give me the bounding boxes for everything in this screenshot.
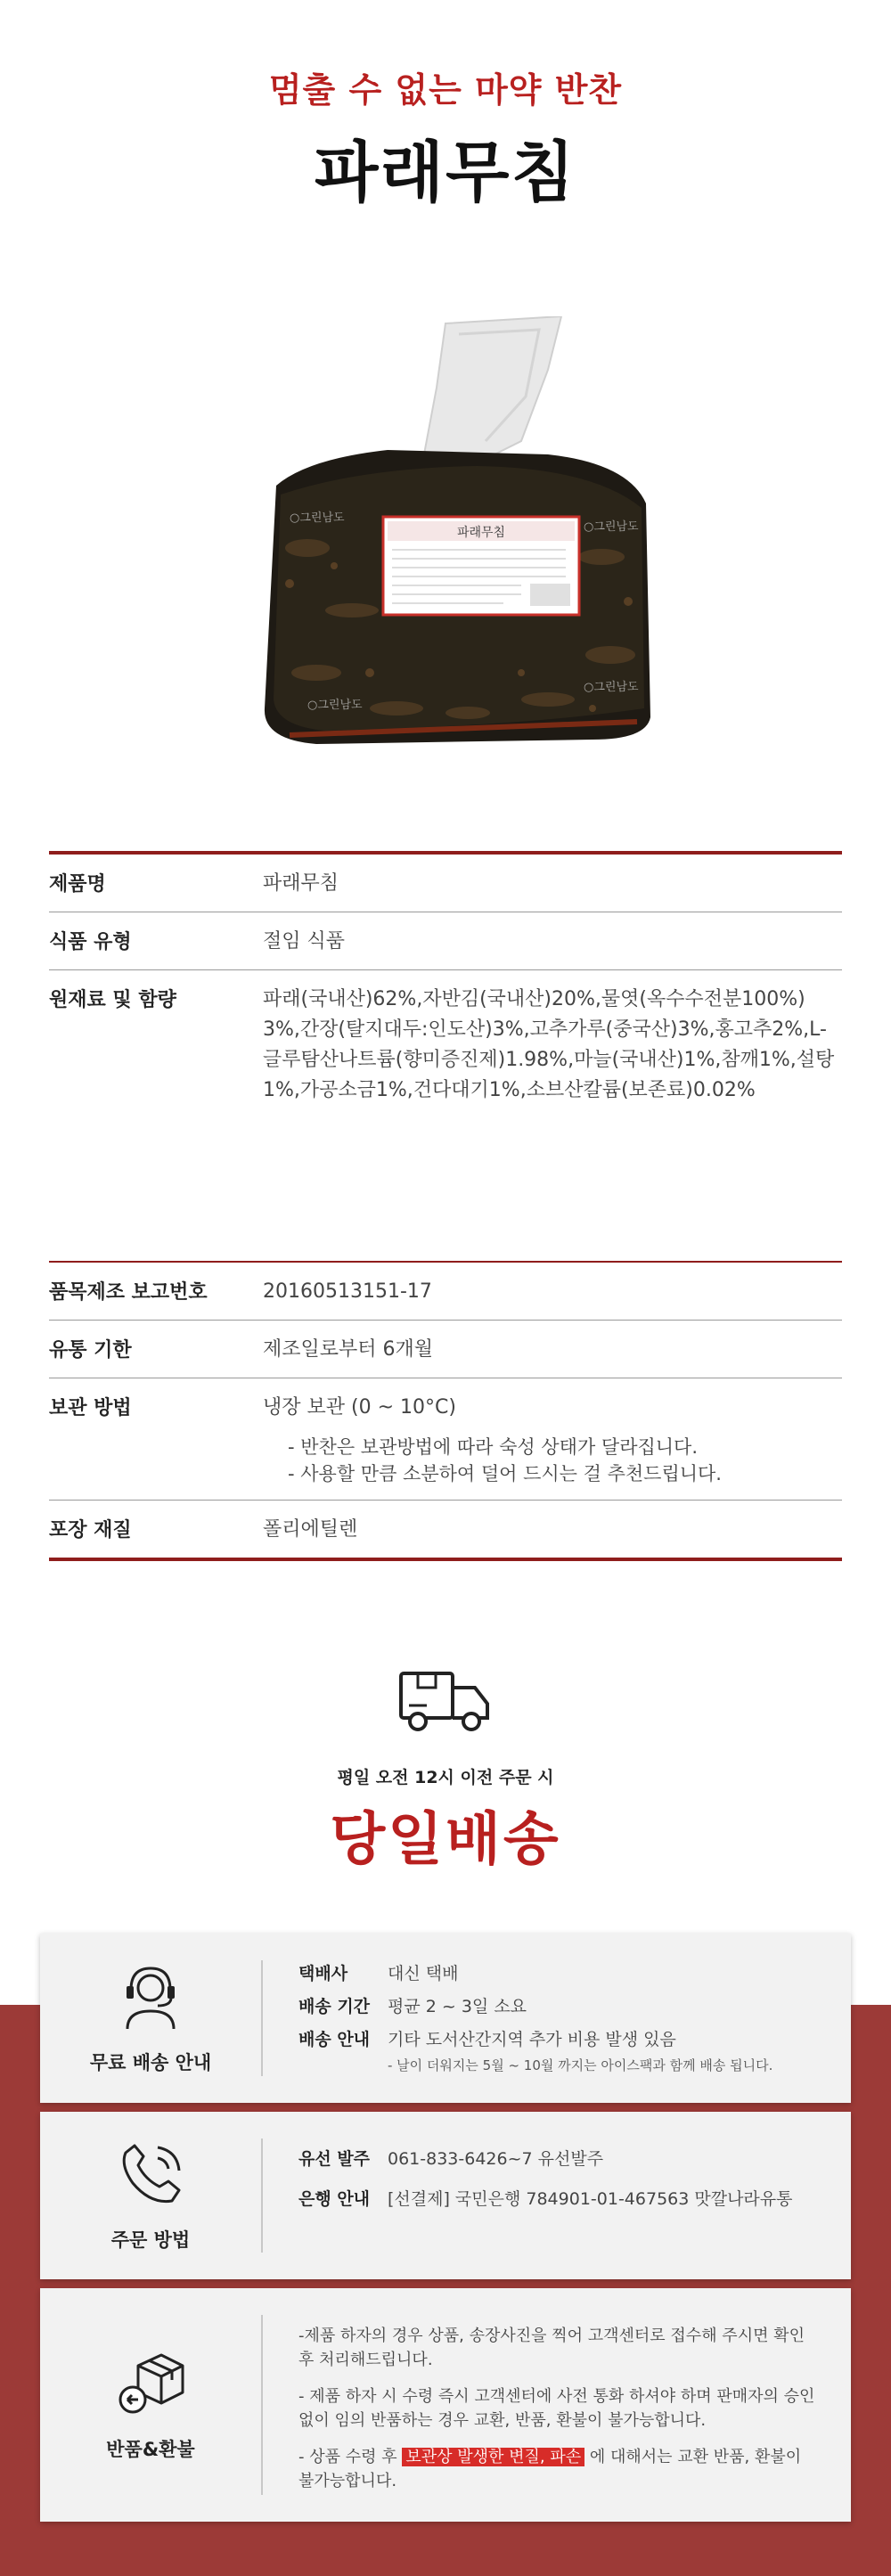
headset-icon — [115, 1961, 186, 2032]
card-key: 유선 발주 — [298, 2149, 371, 2169]
card-left — [40, 1960, 263, 2076]
info-value: 폴리에틸렌 — [263, 1518, 358, 1541]
card-value: 대신 택배 — [388, 1964, 459, 1983]
card-left — [40, 2138, 263, 2253]
product-label-text: 파래무침 — [456, 526, 506, 540]
card-left — [40, 2315, 263, 2495]
info-value: 파래(국내산)62%,자반김(국내산)20%,물엿(옥수수전분100%)3%,간장(탈지대두:인도산)3%,고추가루(중국산)3%,홍고추2%,L-글루탐산나트륨(향미증진제)1.98%,마늘(국내산)1%,참깨1%,설탕1%,가공소금1%,건다대기1%,소브산칼륨(보존료)0.02% — [263, 988, 835, 1101]
card-key: 배송 기간 — [298, 1997, 371, 2016]
svg-text:○그린남도: ○그린남도 — [307, 699, 363, 712]
info-key: 품목제조 보고번호 — [49, 1281, 208, 1304]
card-label: 반품&환불 — [106, 2439, 195, 2460]
card-value: [선결제] 국민은행 784901-01-467563 맛깔나라유통 — [388, 2189, 793, 2209]
phone-icon — [115, 2138, 186, 2210]
delivery-headline: 당일배송 — [330, 1807, 561, 1873]
storage-note: - 사용할 만큼 소분하여 덜어 드시는 걸 추천드립니다. — [288, 1463, 722, 1484]
card-label: 주문 방법 — [110, 2229, 191, 2251]
info-value: 20160513151-17 — [263, 1280, 432, 1303]
header — [0, 62, 891, 215]
info-key: 유통 기한 — [49, 1339, 132, 1362]
order-method-card — [40, 2112, 851, 2279]
same-day-delivery — [0, 1666, 891, 1876]
info-row — [49, 1263, 842, 1321]
card-value: 061-833-6426~7 유선발주 — [388, 2149, 604, 2169]
storage-note: - 반찬은 보관방법에 따라 숙성 상태가 달라집니다. — [288, 1436, 699, 1458]
refund-text: 에 대해서는 교환 반품, 환불이 불가능합니다. — [298, 2448, 802, 2490]
card-row — [298, 2146, 815, 2170]
refund-paragraph — [298, 2445, 815, 2493]
info-key: 식품 유형 — [49, 931, 132, 953]
shipping-info-card — [40, 1934, 851, 2103]
card-label: 무료 배송 안내 — [89, 2052, 212, 2073]
card-row — [298, 1993, 815, 2017]
info-value — [263, 1391, 842, 1487]
refund-paragraph: -제품 하자의 경우 상품, 송장사진을 찍어 고객센터로 접수해 주시면 확인 후 처리해드립니다. — [298, 2327, 805, 2369]
svg-text:○그린남도: ○그린남도 — [584, 520, 639, 534]
shipping-note-small: - 날이 더워지는 5월 ~ 10월 까지는 아이스팩과 함께 배송 됩니다. — [388, 2057, 773, 2073]
shipping-note: 기타 도서산간지역 추가 비용 발생 있음 — [388, 2030, 676, 2049]
info-key: 보관 방법 — [49, 1397, 132, 1419]
storage-notes — [263, 1434, 842, 1487]
info-row — [49, 912, 842, 970]
card-content — [263, 2112, 851, 2279]
info-key: 포장 재질 — [49, 1519, 132, 1542]
card-value — [388, 2026, 815, 2074]
info-row — [49, 1501, 842, 1561]
refund-card — [40, 2288, 851, 2522]
delivery-condition: 평일 오전 12시 이전 주문 시 — [337, 1768, 554, 1787]
info-row — [49, 855, 842, 912]
page-subtitle: 멈출 수 없는 마약 반찬 — [268, 70, 623, 110]
product-image — [254, 316, 664, 744]
card-row — [298, 2186, 815, 2210]
refund-highlight: 보관상 발생한 변질, 파손 — [402, 2448, 584, 2466]
info-value: 제조일로부터 6개월 — [263, 1338, 434, 1361]
storage-value: 냉장 보관 (0 ~ 10°C) — [263, 1396, 456, 1419]
product-info-table-2 — [49, 1261, 842, 1561]
card-row — [298, 2026, 815, 2074]
card-value: 평균 2 ~ 3일 소요 — [388, 1997, 527, 2016]
box-return-icon — [115, 2348, 186, 2419]
info-value: 절임 식품 — [263, 930, 346, 953]
info-row — [49, 1321, 842, 1378]
refund-paragraph: - 제품 하자 시 수령 즉시 고객센터에 사전 통화 하셔야 하며 판매자의 승인 없이 임의 반품하는 경우 교환, 반품, 환불이 불가능합니다. — [298, 2387, 815, 2430]
card-content — [263, 2288, 851, 2522]
truck-icon — [396, 1666, 495, 1738]
card-content — [263, 1934, 851, 2103]
info-row — [49, 970, 842, 1238]
info-row — [49, 1378, 842, 1501]
svg-text:○그린남도: ○그린남도 — [290, 511, 345, 525]
product-info-table — [49, 851, 842, 1238]
refund-text: - 상품 수령 후 — [298, 2448, 403, 2466]
info-key: 원재료 및 함량 — [49, 989, 176, 1011]
card-key: 배송 안내 — [298, 2030, 371, 2049]
card-key: 은행 안내 — [298, 2189, 371, 2209]
card-key: 택배사 — [298, 1964, 348, 1983]
card-row — [298, 1960, 815, 1984]
info-value: 파래무침 — [263, 872, 339, 895]
svg-text:○그린남도: ○그린남도 — [584, 681, 639, 694]
page-title: 파래무침 — [315, 135, 576, 211]
info-key: 제품명 — [49, 873, 106, 895]
